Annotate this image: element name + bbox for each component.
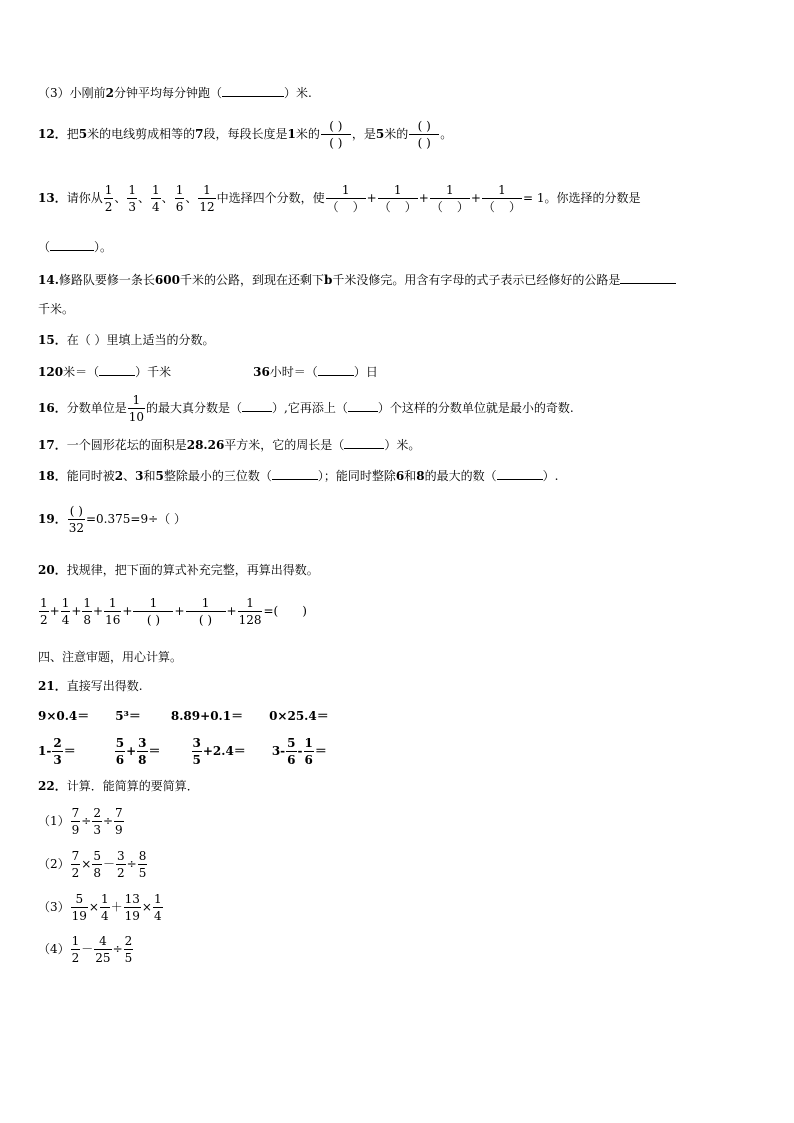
fraction: $\frac{1}{2}$ bbox=[104, 183, 113, 214]
fraction: $\frac{1}{6}$ bbox=[175, 183, 184, 214]
fraction-blank[interactable]: $\frac{( )}{( )}$ bbox=[409, 120, 439, 149]
fraction: $\frac{1}{6}$ bbox=[304, 736, 313, 767]
q14: 14.修路队要修一条长600千米的公路，到现在还剩下b千米没修完。用含有字母的式子表示已经修好的公路是 bbox=[38, 273, 676, 286]
q22-expr-2: （2） $\frac{7}{2}$ × $\frac{5}{8}$ － $\frac{3}{2}$ ÷ $\frac{8}{5}$ bbox=[38, 849, 147, 880]
q13-answer-line: （ ）。 bbox=[38, 240, 113, 254]
answer-blank[interactable] bbox=[222, 86, 284, 97]
fraction-blank[interactable]: $\frac{( )}{32}$ bbox=[68, 504, 84, 535]
answer-blank[interactable] bbox=[242, 401, 272, 412]
fraction: $\frac{1}{3}$ bbox=[128, 183, 137, 214]
fraction-blank[interactable]: $\frac{( )}{( )}$ bbox=[321, 120, 351, 149]
section-4-heading: 四、注意审题，用心计算。 bbox=[38, 650, 183, 664]
q19: 19． $\frac{( )}{32}$ =0.375=9÷（ ） bbox=[38, 504, 186, 535]
q16: 16．分数单位是 $\frac{1}{10}$ 的最大真分数是（ ）,它再添上（ ）个这样的分数单位就是最小的奇数. bbox=[38, 393, 574, 424]
fraction-blank[interactable]: $\frac{1}{( )}$ bbox=[430, 183, 469, 214]
q15: 15．在（ ）里填上适当的分数。 bbox=[38, 333, 215, 347]
q20-expression: $\frac{1}{2}$ + $\frac{1}{4}$ + $\frac{1}{8}$ + $\frac{1}{16}$ + $\frac{1}{( )}$ + $\frac{1}{( )}$ + $\frac{1}{128}$ =( ) bbox=[40, 596, 307, 627]
q21: 21．直接写出得数. bbox=[38, 679, 143, 693]
fraction: $\frac{2}{3}$ bbox=[53, 736, 62, 767]
fraction: $\frac{5}{6}$ bbox=[115, 736, 125, 767]
fraction-blank[interactable]: $\frac{1}{( )}$ bbox=[326, 183, 365, 214]
fraction: $\frac{3}{5}$ bbox=[192, 736, 201, 767]
fraction: $\frac{1}{4}$ bbox=[152, 183, 160, 214]
q21-row1: 9×0.4＝ 5³＝ 8.89+0.1＝ 0×25.4＝ bbox=[38, 709, 329, 723]
answer-blank[interactable] bbox=[50, 240, 94, 251]
fraction: $\frac{1}{12}$ bbox=[199, 183, 215, 214]
fraction: $\frac{1}{4}$ bbox=[61, 596, 70, 627]
fraction-blank[interactable]: $\frac{1}{( )}$ bbox=[482, 183, 521, 214]
q11-part3: （3）小刚前2分钟平均每分钟跑（ ）米. bbox=[38, 86, 312, 100]
q17: 17．一个圆形花坛的面积是28.26平方米，它的周长是（ ）米。 bbox=[38, 438, 421, 452]
q13: 13．请你从 $\frac{1}{2}$ 、 $\frac{1}{3}$ 、 $\frac{1}{4}$ 、 $\frac{1}{6}$ 、 $\frac{1}{12}$ 中选择四个分数，使 $\frac{1}{( )}$ + $\frac{1}{( )}$ + $\frac{1}{( )}$ + $\frac{1}{( )}$ = 1。你选择的分数是 bbox=[38, 183, 641, 214]
q22-expr-1: （1） $\frac{7}{9}$ ÷ $\frac{2}{3}$ ÷ $\frac{7}{9}$ bbox=[38, 806, 123, 837]
answer-blank[interactable] bbox=[620, 273, 676, 284]
fraction: $\frac{1}{16}$ bbox=[105, 596, 121, 627]
q15-items: 120米＝（ ）千米 36小时＝（ ）日 bbox=[38, 365, 378, 379]
q22-expr-3: （3） $\frac{5}{19}$ × $\frac{1}{4}$ ＋ $\frac{13}{19}$ × $\frac{1}{4}$ bbox=[38, 892, 162, 923]
q22-expr-4: （4） $\frac{1}{2}$ － $\frac{4}{25}$ ÷ $\frac{2}{5}$ bbox=[38, 934, 133, 965]
fraction: $\frac{1}{2}$ bbox=[40, 596, 48, 627]
q22: 22．计算．能简算的要简算． bbox=[38, 779, 199, 793]
answer-blank[interactable] bbox=[272, 469, 318, 480]
fraction: $\frac{1}{10}$ bbox=[128, 393, 144, 424]
q12: 12．把5米的电线剪成相等的7段，每段长度是1米的 $\frac{( )}{( )}$ ，是5米的 $\frac{( )}{( )}$ 。 bbox=[38, 119, 453, 150]
fraction: $\frac{1}{128}$ bbox=[238, 596, 262, 627]
answer-blank[interactable] bbox=[99, 365, 135, 376]
q20: 20．找规律，把下面的算式补充完整，再算出得数。 bbox=[38, 563, 319, 577]
fraction: $\frac{3}{8}$ bbox=[138, 736, 147, 767]
fraction-blank[interactable]: $\frac{1}{( )}$ bbox=[378, 183, 417, 214]
fraction-blank[interactable]: $\frac{1}{( )}$ bbox=[133, 597, 173, 626]
fraction-blank[interactable]: $\frac{1}{( )}$ bbox=[186, 597, 226, 626]
fraction: $\frac{5}{6}$ bbox=[287, 736, 296, 767]
q21-row2: 1- $\frac{2}{3}$ ＝ $\frac{5}{6}$ + $\frac{3}{8}$ ＝ $\frac{3}{5}$ +2.4＝ 3- $\frac{5}{6}$ - $\frac{1}{6}$ ＝ bbox=[38, 736, 327, 767]
answer-blank[interactable] bbox=[348, 401, 378, 412]
q14-unit: 千米。 bbox=[38, 302, 75, 316]
answer-blank[interactable] bbox=[497, 469, 543, 480]
answer-blank[interactable] bbox=[344, 438, 384, 449]
q18: 18．能同时被2、3和5整除最小的三位数（ ）；能同时整除6和8的最大的数（ ）. bbox=[38, 469, 559, 483]
answer-blank[interactable] bbox=[318, 365, 354, 376]
fraction: $\frac{1}{8}$ bbox=[83, 596, 92, 627]
